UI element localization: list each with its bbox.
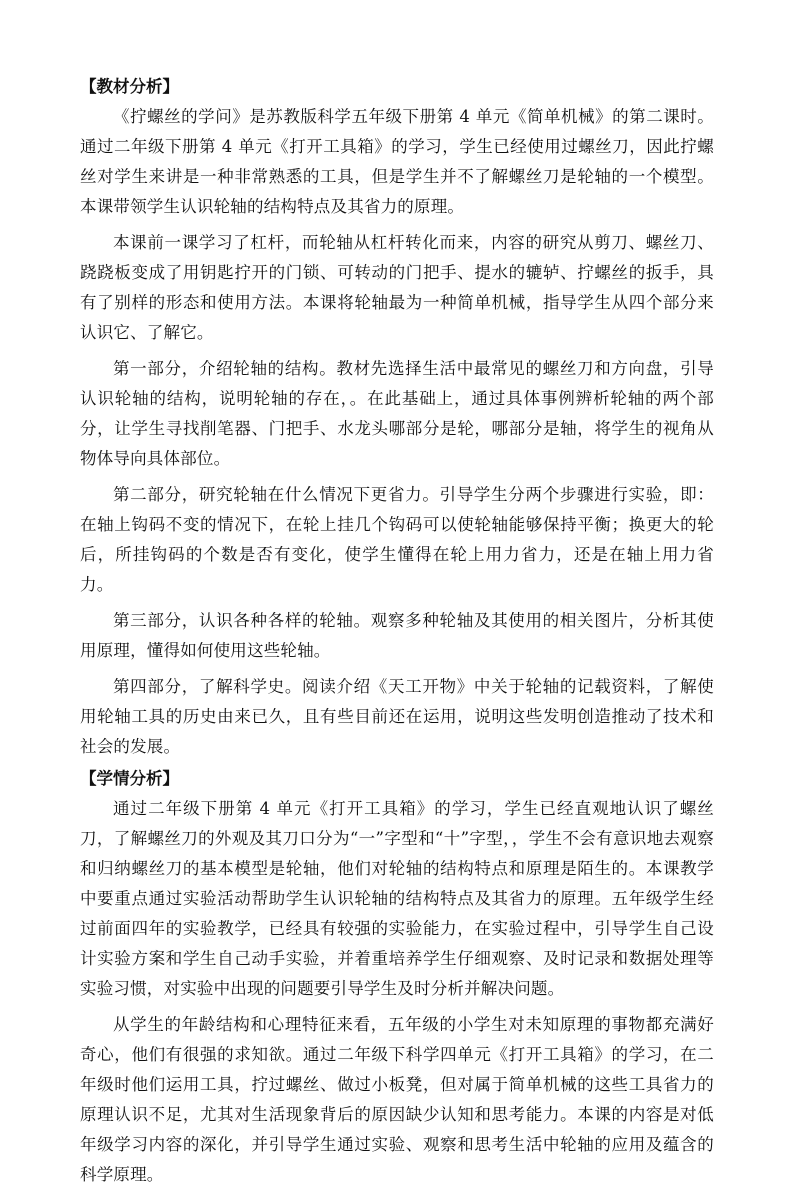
paragraph: 第四部分，了解科学史。阅读介绍《天工开物》中关于轮轴的记载资料，了解使用轮轴工具的历史由来已久，且有些目前还在运用，说明这些发明创造推动了技术和社会的发展。 [80,677,714,756]
document-page [80,72,714,1190]
section-textbook-analysis [80,72,714,762]
section-learner-analysis [80,764,714,1190]
paragraph: 第三部分，认识各种各样的轮轴。观察多种轮轴及其使用的相关图片，分析其使用原理，懂得如何使用这些轮轴。 [80,611,714,660]
paragraph: 《拧螺丝的学问》是苏教版科学五年级下册第 4 单元《简单机械》的第二课时。通过二年级下册第 4 单元《打开工具箱》的学习，学生已经使用过螺丝刀，因此拧螺丝对学生来讲是一种非常熟悉的工具，但是学生并不了解螺丝刀是轮轴的一个模型。本课带领学生认识轮轴的结构特点及其省力的原理。 [80,107,714,216]
section-heading: 【教材分析】 [80,77,179,96]
paragraph: 本课前一课学习了杠杆，而轮轴从杠杆转化而来，内容的研究从剪刀、螺丝刀、跷跷板变成了用钥匙拧开的门锁、可转动的门把手、提水的辘轳、拧螺丝的扳手，具有了别样的形态和使用方法。本课将轮轴最为一种简单机械，指导学生从四个部分来认识它、了解它。 [80,233,714,342]
paragraph: 第二部分，研究轮轴在什么情况下更省力。引导学生分两个步骤进行实验，即：在轴上钩码不变的情况下，在轮上挂几个钩码可以使轮轴能够保持平衡；换更大的轮后，所挂钩码的个数是否有变化，使学生懂得在轮上用力省力，还是在轴上用力省力。 [80,485,714,594]
section-heading: 【学情分析】 [80,769,179,788]
paragraph: 从学生的年龄结构和心理特征来看，五年级的小学生对未知原理的事物都充满好奇心，他们有很强的求知欲。通过二年级下科学四单元《打开工具箱》的学习，在二年级时他们运用工具，拧过螺丝、做过小板凳，但对属于简单机械的这些工具省力的原理认识不足，尤其对生活现象背后的原因缺少认知和思考能力。本课的内容是对低年级学习内容的深化，并引导学生通过实验、观察和思考生活中轮轴的应用及蕴含的科学原理。 [80,1015,714,1184]
paragraph: 通过二年级下册第 4 单元《打开工具箱》的学习，学生已经直观地认识了螺丝刀，了解螺丝刀的外观及其刀口分为“一”字型和“十”字型，，学生不会有意识地去观察和归纳螺丝刀的基本模型是轮轴，他们对轮轴的结构特点和原理是陌生的。本课教学中要重点通过实验活动帮助学生认识轮轴的结构特点及其省力的原理。五年级学生经过前面四年的实验教学，已经具有较强的实验能力，在实验过程中，引导学生自己设计实验方案和学生自己动手实验，并着重培养学生仔细观察、及时记录和数据处理等实验习惯，对实验中出现的问题要引导学生及时分析并解决问题。 [80,799,714,998]
paragraph: 第一部分，介绍轮轴的结构。教材先选择生活中最常见的螺丝刀和方向盘，引导认识轮轴的结构，说明轮轴的存在，。在此基础上，通过具体事例辨析轮轴的两个部分，让学生寻找削笔器、门把手、水龙头哪部分是轮，哪部分是轴，将学生的视角从物体导向具体部位。 [80,359,714,468]
